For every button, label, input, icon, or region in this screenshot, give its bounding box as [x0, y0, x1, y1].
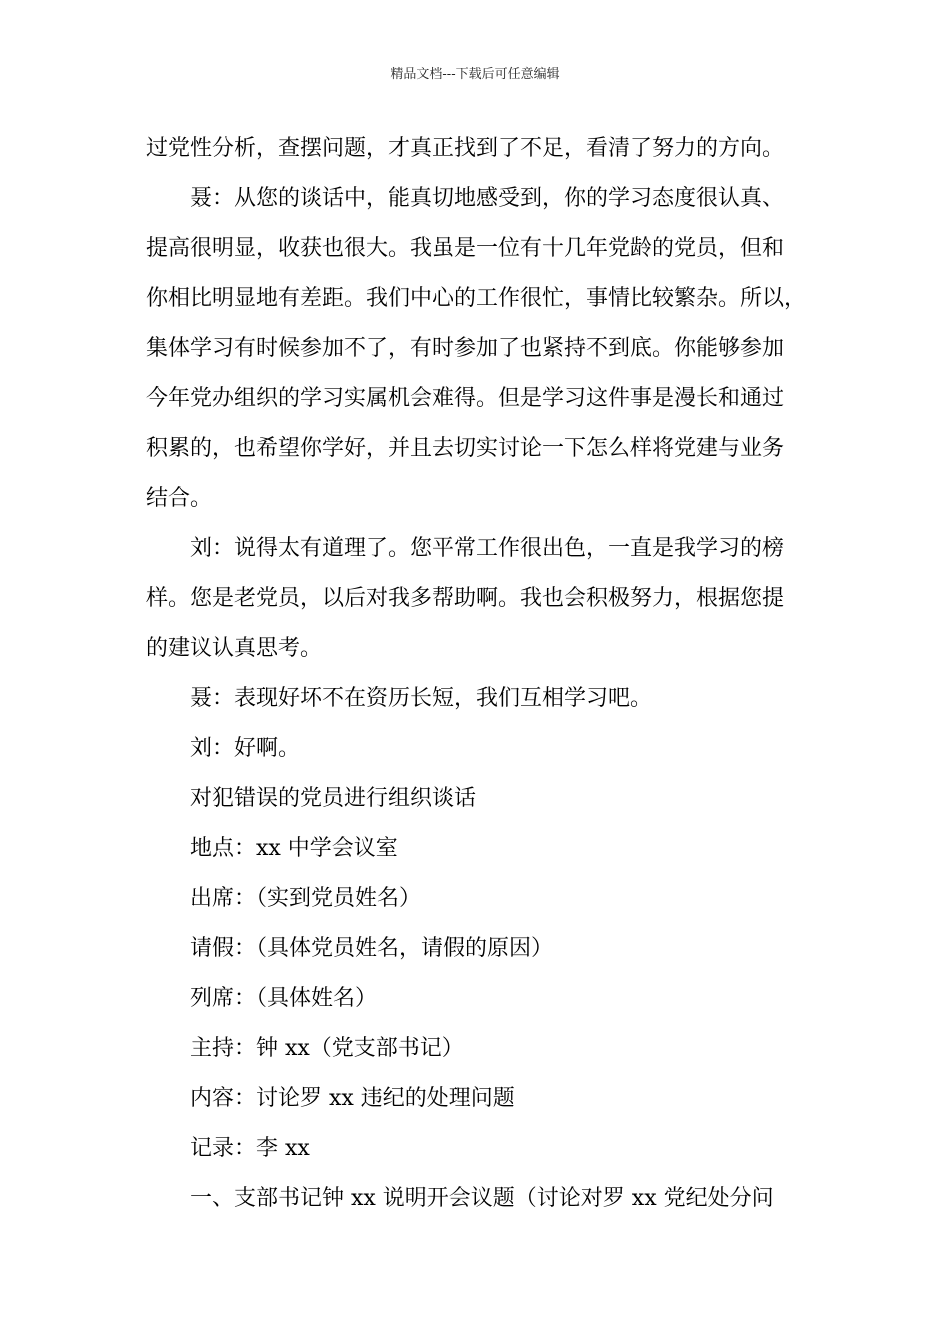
- text-line: 今年党办组织的学习实属机会难得。但是学习这件事是漫长和通过: [146, 386, 785, 411]
- meeting-location: 地点：xx 中学会议室: [190, 836, 398, 861]
- text-line: 聂：从您的谈话中，能真切地感受到，你的学习态度很认真、: [190, 186, 785, 211]
- text-line: 的建议认真思考。: [146, 636, 323, 661]
- text-line: 提高很明显，收获也很大。我虽是一位有十几年党龄的党员，但和: [146, 236, 785, 261]
- meeting-recorder: 记录：李 xx: [190, 1136, 310, 1161]
- text-line: 一、支部书记钟 xx 说明开会议题（讨论对罗 xx 党纪处分问: [190, 1186, 774, 1211]
- page-header: 精品文档---下载后可任意编辑: [390, 67, 560, 82]
- text-line: 过党性分析，查摆问题，才真正找到了不足，看清了努力的方向。: [146, 136, 785, 161]
- text-line: 积累的，也希望你学好，并且去切实讨论一下怎么样将党建与业务: [146, 436, 785, 461]
- document-body: [146, 124, 812, 1224]
- meeting-chair: 主持：钟 xx（党支部书记）: [190, 1036, 464, 1061]
- text-line: 集体学习有时候参加不了，有时参加了也紧持不到底。你能够参加: [146, 336, 785, 361]
- text-line: 刘：说得太有道理了。您平常工作很出色，一直是我学习的榜: [190, 536, 785, 561]
- meeting-attendees: 出席：（实到党员姓名）: [190, 886, 422, 911]
- text-line: 刘：好啊。: [190, 736, 301, 761]
- meeting-observers: 列席：（具体姓名）: [190, 986, 378, 1011]
- text-line: 聂：表现好坏不在资历长短，我们互相学习吧。: [190, 686, 653, 711]
- text-line: 你相比明显地有差距。我们中心的工作很忙，事情比较繁杂。所以，: [146, 286, 807, 311]
- section-heading: 对犯错误的党员进行组织谈话: [190, 786, 477, 811]
- text-line: 结合。: [146, 486, 213, 511]
- text-line: 样。您是老党员，以后对我多帮助啊。我也会积极努力，根据您提: [146, 586, 785, 611]
- meeting-content: 内容：讨论罗 xx 违纪的处理问题: [190, 1086, 515, 1111]
- meeting-absentees: 请假：（具体党员姓名，请假的原因）: [190, 936, 554, 961]
